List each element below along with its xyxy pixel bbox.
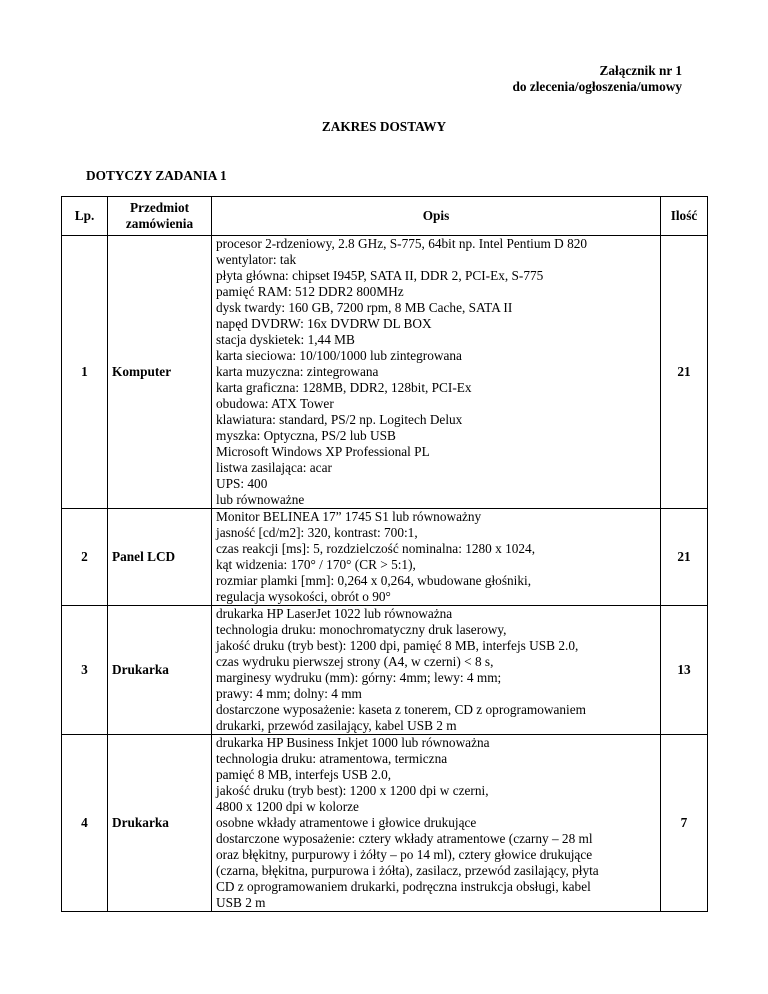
description-line: pamięć 8 MB, interfejs USB 2.0,: [216, 767, 392, 782]
description-line: karta sieciowa: 10/100/1000 lub zintegrowana: [216, 348, 462, 363]
description-line: drukarki, przewód zasilający, kabel USB 2 m: [216, 718, 457, 733]
table-row: [62, 236, 708, 509]
row-description: [212, 236, 661, 509]
description-line: czas wydruku pierwszej strony (A4, w czerni) < 8 s,: [216, 654, 494, 669]
description-line: marginesy wydruku (mm): górny: 4mm; lewy: 4 mm;: [216, 670, 502, 685]
description-line: jakość druku (tryb best): 1200 x 1200 dpi w czerni,: [216, 783, 489, 798]
description-line: wentylator: tak: [216, 252, 297, 267]
description-line: oraz błękitny, purpurowy i żółty – po 14 ml), cztery głowice drukujące: [216, 847, 593, 862]
document-title: ZAKRES DOSTAWY: [321, 119, 447, 134]
row-quantity: 13: [661, 606, 708, 735]
row-quantity: 21: [661, 236, 708, 509]
section-title: DOTYCZY ZADANIA 1: [86, 168, 227, 183]
column-header-item-line1: Przedmiot: [129, 200, 190, 215]
row-item: Drukarka: [108, 606, 212, 735]
description-line: 4800 x 1200 dpi w kolorze: [216, 799, 359, 814]
description-line: jakość druku (tryb best): 1200 dpi, pamięć 8 MB, interfejs USB 2.0,: [216, 638, 579, 653]
row-description: [212, 606, 661, 735]
description-line: lub równoważne: [216, 492, 305, 507]
row-number: 3: [62, 606, 108, 735]
row-quantity: 7: [661, 735, 708, 912]
description-line: CD z oprogramowaniem drukarki, podręczna instrukcja obsługi, kabel: [216, 879, 591, 894]
column-header-item-line2: zamówienia: [125, 216, 194, 231]
description-line: drukarka HP Business Inkjet 1000 lub równoważna: [216, 735, 490, 750]
description-line: regulacja wysokości, obrót o 90°: [216, 589, 391, 604]
description-line: klawiatura: standard, PS/2 np. Logitech Delux: [216, 412, 463, 427]
description-line: Microsoft Windows XP Professional PL: [216, 444, 430, 459]
row-item: Panel LCD: [108, 509, 212, 606]
supply-table: [61, 196, 708, 912]
column-header-lp: Lp.: [62, 197, 108, 236]
table-header-row: [62, 197, 708, 236]
table-row: [62, 606, 708, 735]
table-row: [62, 509, 708, 606]
description-line: napęd DVDRW: 16x DVDRW DL BOX: [216, 316, 432, 331]
description-line: karta graficzna: 128MB, DDR2, 128bit, PCI-Ex: [216, 380, 472, 395]
description-line: czas reakcji [ms]: 5, rozdzielczość nominalna: 1280 x 1024,: [216, 541, 536, 556]
column-header-item: [108, 197, 212, 236]
row-number: 4: [62, 735, 108, 912]
description-line: drukarka HP LaserJet 1022 lub równoważna: [216, 606, 453, 621]
description-line: obudowa: ATX Tower: [216, 396, 334, 411]
row-number: 2: [62, 509, 108, 606]
description-line: dostarczone wyposażenie: kaseta z tonerem, CD z oprogramowaniem: [216, 702, 586, 717]
row-description: [212, 735, 661, 912]
description-line: listwa zasilająca: acar: [216, 460, 332, 475]
description-line: karta muzyczna: zintegrowana: [216, 364, 379, 379]
column-header-qty: Ilość: [661, 197, 708, 236]
description-line: rozmiar plamki [mm]: 0,264 x 0,264, wbudowane głośniki,: [216, 573, 532, 588]
description-line: USB 2 m: [216, 895, 266, 910]
description-line: prawy: 4 mm; dolny: 4 mm: [216, 686, 362, 701]
description-line: kąt widzenia: 170° / 170° (CR > 5:1),: [216, 557, 416, 572]
description-line: dostarczone wyposażenie: cztery wkłady atramentowe (czarny – 28 ml: [216, 831, 593, 846]
attachment-header: [512, 63, 682, 95]
table-row: [62, 735, 708, 912]
description-line: jasność [cd/m2]: 320, kontrast: 700:1,: [216, 525, 418, 540]
attachment-number: Załącznik nr 1: [599, 63, 682, 78]
table-body: [62, 236, 708, 912]
description-line: technologia druku: atramentowa, termiczna: [216, 751, 448, 766]
row-quantity: 21: [661, 509, 708, 606]
description-line: osobne wkłady atramentowe i głowice drukujące: [216, 815, 477, 830]
description-line: (czarna, błękitna, purpurowa i żółta), zasilacz, przewód zasilający, płyta: [216, 863, 599, 878]
description-line: pamięć RAM: 512 DDR2 800MHz: [216, 284, 404, 299]
row-item: Drukarka: [108, 735, 212, 912]
description-line: płyta główna: chipset I945P, SATA II, DDR 2, PCI-Ex, S-775: [216, 268, 544, 283]
column-header-desc: Opis: [212, 197, 661, 236]
description-line: Monitor BELINEA 17” 1745 S1 lub równoważny: [216, 509, 482, 524]
description-line: dysk twardy: 160 GB, 7200 rpm, 8 MB Cache, SATA II: [216, 300, 513, 315]
attachment-reference: do zlecenia/ogłoszenia/umowy: [512, 79, 682, 94]
description-line: myszka: Optyczna, PS/2 lub USB: [216, 428, 396, 443]
row-item: Komputer: [108, 236, 212, 509]
description-line: technologia druku: monochromatyczny druk laserowy,: [216, 622, 507, 637]
description-line: procesor 2-rdzeniowy, 2.8 GHz, S-775, 64bit np. Intel Pentium D 820: [216, 236, 588, 251]
row-number: 1: [62, 236, 108, 509]
description-line: UPS: 400: [216, 476, 268, 491]
description-line: stacja dyskietek: 1,44 MB: [216, 332, 355, 347]
row-description: [212, 509, 661, 606]
